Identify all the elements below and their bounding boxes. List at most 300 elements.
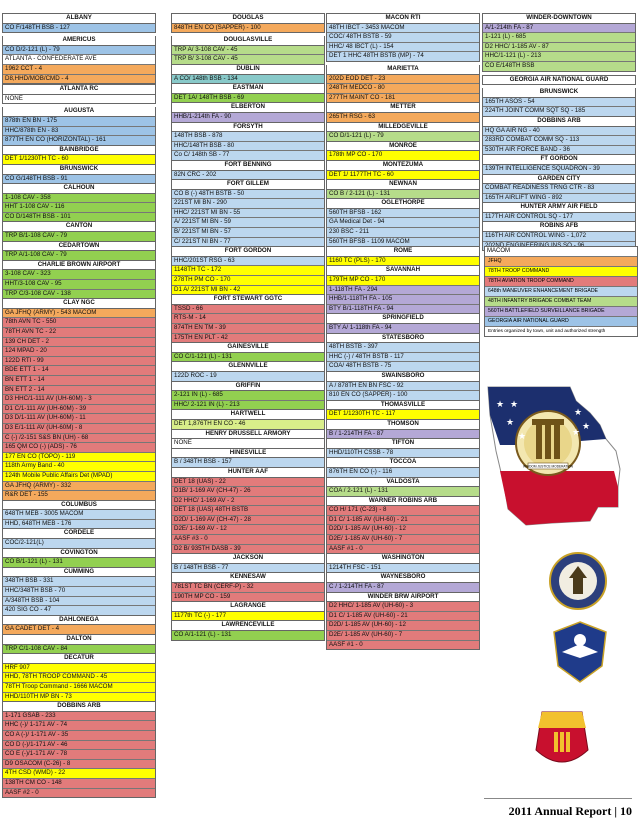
station-name: CLAY NGC <box>3 299 155 309</box>
unit-row: 202D EOD DET - 23 <box>327 75 479 85</box>
station-block <box>2 702 156 798</box>
station-name: SAVANNAH <box>327 266 479 276</box>
station-block <box>326 199 480 247</box>
station-name: DOUGLASVILLE <box>172 36 324 46</box>
station-name: GLENNVILLE <box>172 362 324 372</box>
station-block <box>2 184 156 222</box>
station-block <box>482 117 636 155</box>
station-block <box>2 299 156 500</box>
station-name: COVINGTON <box>3 549 155 559</box>
legend-item: 78TH TROOP COMMAND <box>485 266 637 276</box>
unit-row: 1214TH FSC - 151 <box>327 564 479 573</box>
unit-row: 118th Army Band - 40 <box>3 462 155 472</box>
unit-row: HRF 907 <box>3 664 155 674</box>
station-name: KENNESAW <box>172 573 324 583</box>
unit-row: D8,HHD/MOB/CMD - 4 <box>3 75 155 84</box>
unit-row: COC/ 48TH BSTB - 59 <box>327 33 479 43</box>
unit-row: TRP A/ 3-108 CAV - 45 <box>172 46 324 56</box>
station-block <box>171 295 325 343</box>
station-name: EASTMAN <box>172 84 324 94</box>
station-block <box>171 621 325 640</box>
station-name: WINDER-DOWNTOWN <box>483 14 635 24</box>
station-block <box>2 654 156 702</box>
station-block <box>2 36 156 84</box>
unit-row: 283RD COMBAT COMM SQ - 113 <box>483 136 635 146</box>
unit-row: DET 1 HHC 48TH BSTB (MP) - 74 <box>327 52 479 61</box>
station-block <box>482 175 636 204</box>
station-block <box>2 549 156 568</box>
station-block <box>2 261 156 299</box>
station-name: DOBBINS ARB <box>483 117 635 127</box>
station-name: HUNTER AAF <box>172 468 324 478</box>
station-name: HINESVILLE <box>172 449 324 459</box>
unit-row: HHC/148TH BSB - 80 <box>172 142 324 152</box>
station-name: ALBANY <box>3 14 155 24</box>
unit-row: DET 1A/ 148TH BSB - 69 <box>172 94 324 103</box>
station-block <box>326 554 480 573</box>
unit-row: 122D RTI - 99 <box>3 357 155 367</box>
unit-row: D1 C/ 1-185 AV (UH-60) - 21 <box>327 612 479 622</box>
unit-row: 781ST TC BN (CERF-P) - 32 <box>172 583 324 593</box>
unit-row: HHB/1-214th FA - 90 <box>172 113 324 122</box>
unit-row: CO H/ 171 (C-23) - 8 <box>327 506 479 516</box>
unit-row: HHC/1-121 (L) - 213 <box>483 52 635 62</box>
station-name: DECATUR <box>3 654 155 664</box>
station-name: CEDARTOWN <box>3 242 155 252</box>
unit-row: DET 1/1230TH TC - 117 <box>327 410 479 419</box>
station-name: LAGRANGE <box>172 602 324 612</box>
unit-row: 165TH ASOS - 54 <box>483 98 635 108</box>
unit-row: TRP C/1-108 CAV - 84 <box>3 645 155 654</box>
station-name: FORT STEWART GGTC <box>172 295 324 305</box>
station-name: VALDOSTA <box>327 478 479 488</box>
legend-item: 78TH AVIATION TROOP COMMAND <box>485 276 637 286</box>
station-block <box>171 247 325 295</box>
unit-row: AASF #3 - 0 <box>172 535 324 545</box>
unit-row: 221ST MI BN - 290 <box>172 199 324 209</box>
station-name: OGLETHORPE <box>327 199 479 209</box>
station-name: FT GORDON <box>483 155 635 165</box>
unit-row: HHC/ 48 IBCT (L) - 154 <box>327 43 479 53</box>
station-name: CUMMING <box>3 568 155 578</box>
unit-row: HHC/348TH BSB - 70 <box>3 587 155 597</box>
unit-row: R&R DET - 155 <box>3 491 155 500</box>
unit-row: D2 HHC/ 1-185 AV - 87 <box>483 43 635 53</box>
unit-row: NONE <box>172 439 324 448</box>
svg-text:★: ★ <box>510 399 519 409</box>
unit-row: DET 18 (UAS) - 22 <box>172 478 324 488</box>
station-name: WINDER BRW AIRPORT <box>327 593 479 603</box>
unit-row: 1148TH TC - 172 <box>172 266 324 276</box>
svg-text:★: ★ <box>574 407 583 417</box>
station-block <box>482 75 636 86</box>
unit-row: 265TH RSG - 63 <box>327 113 479 122</box>
unit-row: D2D/ 1-185 AV (UH-60) - 12 <box>327 621 479 631</box>
station-name: CANTON <box>3 222 155 232</box>
unit-row: HHD/110TH CSSB - 78 <box>327 449 479 458</box>
station-name: DAHLONEGA <box>3 616 155 626</box>
unit-row: GA Medical Det - 94 <box>327 218 479 228</box>
unit-row: 124 MPAD - 20 <box>3 347 155 357</box>
unit-row: 810 EN CO (SAPPER) - 100 <box>327 391 479 400</box>
unit-row: CO D/148TH BSB - 101 <box>3 213 155 222</box>
unit-row: BDE ETT 1 - 14 <box>3 366 155 376</box>
station-block <box>171 180 325 247</box>
unit-row: 874TH EN TM - 39 <box>172 324 324 334</box>
station-block <box>326 142 480 161</box>
unit-row: 148TH BSB - 878 <box>172 132 324 142</box>
unit-row: ATLANTA - CONFEDERATE AVE <box>3 55 155 65</box>
station-name: DALTON <box>3 635 155 645</box>
unit-row: 165 QM CO (-) (ADS) - 76 <box>3 443 155 453</box>
unit-row: D2E/ 1-185 AV (UH-60) - 7 <box>327 535 479 545</box>
station-name: MONROE <box>327 142 479 152</box>
station-name: FORSYTH <box>172 123 324 133</box>
unit-row: CO A/1-121 (L) - 131 <box>172 631 324 640</box>
unit-row: CO B (-) 48TH BSTB - 50 <box>172 190 324 200</box>
station-name: DOBBINS ARB <box>3 702 155 712</box>
unit-row: TRP B/ 3-108 CAV - 45 <box>172 55 324 64</box>
unit-row: HHC/ 221ST MI BN - 55 <box>172 209 324 219</box>
unit-row: HHC/201ST RSG - 63 <box>172 257 324 267</box>
unit-row: D3 HHC/1-111 AV (UH-60M) - 3 <box>3 395 155 405</box>
station-block <box>326 123 480 142</box>
unit-row: 560TH BFSB - 1109 MACOM <box>327 238 479 247</box>
unit-row: 1160 TC (PLS) - 170 <box>327 257 479 266</box>
station-block <box>326 13 480 62</box>
unit-row: COA/ 48TH BSTB - 75 <box>327 362 479 371</box>
station-block <box>326 458 480 477</box>
unit-row: A/348TH BSB - 104 <box>3 597 155 607</box>
station-name: THOMASVILLE <box>327 401 479 411</box>
station-name: FORT BENNING <box>172 161 324 171</box>
unit-row: BN ETT 2 - 14 <box>3 386 155 396</box>
station-block <box>2 84 156 104</box>
air-national-guard-logo <box>548 618 612 686</box>
unit-row: CO D/2-121 (L) - 79 <box>3 46 155 56</box>
unit-row: 48TH IBCT - 3453 MACOM <box>327 24 479 34</box>
unit-row: CO E (-)/1-171 AV - 78 <box>3 750 155 760</box>
station-block <box>171 84 325 103</box>
unit-row: 117TH AIR CONTROL SQ - 177 <box>483 213 635 222</box>
unit-row: A/ 221ST MI BN - 59 <box>172 218 324 228</box>
station-block <box>326 266 480 314</box>
svg-text:★: ★ <box>506 417 515 427</box>
station-name: HARTWELL <box>172 410 324 420</box>
unit-row: HHD, 648TH MEB - 176 <box>3 520 155 529</box>
station-block <box>171 123 325 161</box>
station-block <box>171 602 325 621</box>
station-column-2 <box>171 13 325 641</box>
station-block <box>171 36 325 65</box>
station-block <box>171 65 325 84</box>
unit-row: AASF #1 - 0 <box>327 545 479 554</box>
station-block <box>171 449 325 468</box>
unit-row: CO C/1-121 (L) - 131 <box>172 353 324 362</box>
station-block <box>2 165 156 184</box>
station-block <box>2 635 156 654</box>
station-name: METTER <box>327 103 479 113</box>
unit-row: 138TH CM CO - 148 <box>3 779 155 789</box>
unit-row: 560TH BFSB - 162 <box>327 209 479 219</box>
unit-row: D2D/ 1-185 AV (UH-60) - 12 <box>327 525 479 535</box>
unit-row: D2 B/ 935TH DASB - 39 <box>172 545 324 554</box>
svg-text:★: ★ <box>572 427 581 437</box>
unit-row: CO B / 2-121 (L) - 131 <box>327 190 479 199</box>
unit-row: 648TH MEB - 3005 MACOM <box>3 510 155 520</box>
unit-row: D2 HHC/ 1-169 AV - 2 <box>172 497 324 507</box>
unit-row: 224TH JOINT COMM SQT SQ - 185 <box>483 107 635 116</box>
unit-row: 82N CRC - 202 <box>172 171 324 180</box>
unit-row: 1-118TH FA - 294 <box>327 286 479 296</box>
station-name: BRUNSWICK <box>3 165 155 175</box>
unit-row: DET 1/ 1177TH TC - 60 <box>327 171 479 180</box>
unit-row: COA / 2-121 (L) - 131 <box>327 487 479 496</box>
unit-row: 177 EN CO (TOPO) - 119 <box>3 453 155 463</box>
unit-row: DET 1,876TH EN CO - 46 <box>172 420 324 429</box>
station-block <box>326 401 480 420</box>
station-block <box>482 203 636 222</box>
unit-row: 175TH EN PLT - 42 <box>172 334 324 343</box>
unit-row: RTS-M - 14 <box>172 314 324 324</box>
station-name: GRIFFIN <box>172 382 324 392</box>
unit-row: 248TH MEDCO - 80 <box>327 84 479 94</box>
station-block <box>171 161 325 180</box>
station-name: AMERICUS <box>3 36 155 46</box>
station-name: ELBERTON <box>172 103 324 113</box>
unit-row: TSSD - 66 <box>172 305 324 315</box>
unit-row: 165TH AIRLIFT WING - 892 <box>483 194 635 203</box>
unit-row: 48TH BSTB - 397 <box>327 343 479 353</box>
station-block <box>2 222 156 241</box>
macom-legend <box>484 246 638 337</box>
station-name: DOUGLAS <box>172 14 324 24</box>
station-block <box>2 529 156 548</box>
svg-text:★: ★ <box>496 399 505 409</box>
station-block <box>171 362 325 381</box>
unit-row: AASF #2 - 0 <box>3 789 155 798</box>
station-block <box>2 146 156 165</box>
station-block <box>326 439 480 458</box>
unit-row: 190TH MP CO - 159 <box>172 593 324 602</box>
station-block <box>2 501 156 530</box>
station-block <box>171 382 325 411</box>
station-name: NEWNAN <box>327 180 479 190</box>
unit-row: AASF #1 - 0 <box>327 641 479 650</box>
station-name: TIFTON <box>327 439 479 449</box>
station-name: FORT GORDON <box>172 247 324 257</box>
station-block <box>482 155 636 174</box>
unit-row: 230 BSC - 211 <box>327 228 479 238</box>
station-name: CHARLIE BROWN AIRPORT <box>3 261 155 271</box>
station-block <box>482 88 636 117</box>
legend-item: 560TH BATTLEFIELD SURVEILLANCE BRIGADE <box>485 306 637 316</box>
unit-row: 530TH AIR FORCE BAND - 36 <box>483 146 635 155</box>
station-name: MACON RTI <box>327 14 479 24</box>
unit-row: 122D ROC - 19 <box>172 372 324 381</box>
station-name: HENRY DRUSSELL ARMORY <box>172 430 324 440</box>
station-name: THOMSON <box>327 420 479 430</box>
station-column-4 <box>482 13 636 251</box>
station-name: DUBLIN <box>172 65 324 75</box>
station-block <box>326 593 480 651</box>
unit-row: HQ GA AIR NG - 40 <box>483 127 635 137</box>
station-name: ROBINS AFB <box>483 222 635 232</box>
unit-row: D2E/ 1-185 AV (UH-60) - 7 <box>327 631 479 641</box>
unit-row: HHC/ 2-121 IN (L) - 213 <box>172 401 324 410</box>
unit-row: COC/2-121(L) <box>3 539 155 548</box>
svg-text:★: ★ <box>518 431 527 441</box>
unit-row: 348TH BSB - 331 <box>3 577 155 587</box>
station-block <box>2 242 156 261</box>
unit-row: TRP A/1-108 CAV - 79 <box>3 251 155 260</box>
unit-row: 277TH MAINT CO - 181 <box>327 94 479 103</box>
station-block <box>171 554 325 573</box>
unit-row: 124th Mobile Public Affairs Det (MPAD) <box>3 472 155 482</box>
unit-row: A CO/ 148th BSB - 134 <box>172 75 324 84</box>
station-block <box>2 107 156 145</box>
georgia-map-seal-graphic <box>478 385 628 535</box>
unit-row: HHD, 78TH TROOP COMMAND - 45 <box>3 673 155 683</box>
unit-row: CO G/148TH BSB - 91 <box>3 175 155 184</box>
unit-row: HHC (-)/ 1-171 AV - 74 <box>3 721 155 731</box>
unit-row: D2D/ 1-169 AV (CH-47) - 28 <box>172 516 324 526</box>
station-name: MILLEDGEVILLE <box>327 123 479 133</box>
svg-text:★: ★ <box>582 421 591 431</box>
unit-row: B/ 221ST MI BN - 57 <box>172 228 324 238</box>
unit-row: TRP C/3-108 CAV - 138 <box>3 290 155 299</box>
station-block <box>171 573 325 602</box>
station-name: WARNER ROBINS ARB <box>327 497 479 507</box>
unit-row: 116TH AIR CONTROL WING - 1,072 <box>483 232 635 242</box>
unit-row: BTY A/ 1-118th FA - 94 <box>327 324 479 333</box>
unit-row: D1 A/ 221ST MI BN - 42 <box>172 286 324 295</box>
unit-row: HHC/878th EN - 83 <box>3 127 155 137</box>
station-block <box>171 13 325 33</box>
unit-row: HHB/1-118TH FA - 105 <box>327 295 479 305</box>
unit-row: CO A (-)/ 1-171 AV - 35 <box>3 731 155 741</box>
unit-row: 2-121 IN (L) - 685 <box>172 391 324 401</box>
station-block <box>171 468 325 554</box>
station-block <box>171 103 325 122</box>
unit-row: D2E/ 1-169 AV - 12 <box>172 525 324 535</box>
station-block <box>326 372 480 401</box>
unit-row: GA JFHQ (ARMY) - 543 MACOM <box>3 309 155 319</box>
unit-row: TRP B/1-108 CAV - 79 <box>3 232 155 241</box>
station-name: SWAINSBORO <box>327 372 479 382</box>
unit-row: 878th EN BN - 175 <box>3 117 155 127</box>
unit-row: CO F/148TH BSB - 127 <box>3 24 155 33</box>
unit-row: D1B/ 1-169 AV (CH-47) - 26 <box>172 487 324 497</box>
station-block <box>482 13 636 72</box>
station-name: CORDELE <box>3 529 155 539</box>
station-block <box>326 497 480 555</box>
station-block <box>326 247 480 266</box>
unit-row: 4TH CSD (WMD) - 22 <box>3 769 155 779</box>
unit-row: 1-121 (L) - 685 <box>483 33 635 43</box>
station-block <box>2 616 156 635</box>
unit-row: NONE <box>3 95 155 104</box>
station-block <box>326 65 480 103</box>
station-name: FORT GILLEM <box>172 180 324 190</box>
station-block <box>171 430 325 449</box>
station-block <box>326 334 480 372</box>
station-name: GEORGIA AIR NATIONAL GUARD <box>483 76 635 85</box>
unit-row: 1-171 GSAB - 233 <box>3 712 155 722</box>
station-column-3 <box>326 13 480 650</box>
station-name: JACKSON <box>172 554 324 564</box>
unit-row: 179TH MP CO - 170 <box>327 276 479 286</box>
unit-row: BTY B/1-118TH FA - 94 <box>327 305 479 314</box>
station-name: ROME <box>327 247 479 257</box>
unit-row: 848TH EN CO (SAPPER) - 100 <box>172 24 324 33</box>
unit-row: D2 HHC/ 1-185 AV (UH-60) - 3 <box>327 602 479 612</box>
station-name: STATESBORO <box>327 334 479 344</box>
unit-row: GA CADET DET - 4 <box>3 625 155 634</box>
station-column-1 <box>2 13 156 798</box>
station-name: GARDEN CITY <box>483 175 635 185</box>
station-block <box>326 103 480 122</box>
unit-row: CO B/1-121 (L) - 131 <box>3 558 155 567</box>
unit-row: D3 D/1-111 AV (UH-60M) - 11 <box>3 414 155 424</box>
station-name: WAYNESBORO <box>327 573 479 583</box>
legend-item: 48TH INFANTRY BRIGADE COMBAT TEAM <box>485 296 637 306</box>
station-name: MARIETTA <box>327 65 479 75</box>
station-name: CALHOUN <box>3 184 155 194</box>
unit-row: 1-108 CAV - 358 <box>3 194 155 204</box>
unit-row: HHT/3-108 CAV - 95 <box>3 280 155 290</box>
unit-row: A / 878TH EN BN FSC - 92 <box>327 382 479 392</box>
legend-item: GEORGIA AIR NATIONAL GUARD <box>485 316 637 326</box>
unit-row: BN ETT 1 - 14 <box>3 376 155 386</box>
seal-motto: WISDOM JUSTICE MODERATION <box>523 464 573 469</box>
unit-row: GA JFHQ (ARMY) - 332 <box>3 482 155 492</box>
station-block <box>326 161 480 180</box>
unit-row: 78TH Troop Command - 1666 MACOM <box>3 683 155 693</box>
station-name: ATLANTA RC <box>3 85 155 95</box>
unit-row: B / 348TH BSB - 157 <box>172 458 324 467</box>
unit-row: A/1-214th FA - 87 <box>483 24 635 34</box>
station-name: GAINESVILLE <box>172 343 324 353</box>
unit-row: DET 1/1230TH TC - 60 <box>3 155 155 164</box>
station-block <box>171 343 325 362</box>
unit-row: HHT 1-108 CAV - 116 <box>3 203 155 213</box>
unit-row: 139 CH DET - 2 <box>3 338 155 348</box>
unit-row: D3 E/1-111 AV (UH-60M) - 8 <box>3 424 155 434</box>
station-block <box>326 573 480 592</box>
unit-row: 877TH EN CO (HORIZONTAL) - 161 <box>3 136 155 145</box>
station-block <box>2 13 156 33</box>
station-block <box>171 410 325 429</box>
unit-row: C/ 221ST NI BN - 77 <box>172 238 324 247</box>
unit-row: D1 C/ 1-185 AV (UH-60) - 21 <box>327 516 479 526</box>
station-name: SPRINGFIELD <box>327 314 479 324</box>
unit-row: C / 1-214TH FA - 87 <box>327 583 479 592</box>
unit-row: C (-) /2-151 S&S BN (UH) - 68 <box>3 434 155 444</box>
army-national-guard-logo <box>543 550 613 612</box>
unit-row: DET 18 (UAS) 48TH BSTB <box>172 506 324 516</box>
legend-item: JFHQ <box>485 256 637 266</box>
unit-row: 1177th TC (-) - 177 <box>172 612 324 621</box>
unit-row: 78th AVN TC - 550 <box>3 318 155 328</box>
station-name: HUNTER ARMY AIR FIELD <box>483 203 635 213</box>
unit-row: HHC (-) / 48TH BSTB - 117 <box>327 353 479 363</box>
unit-row: Co C/ 148th SB - 77 <box>172 151 324 160</box>
legend-note: Entries organized by town, unit and authorized strength <box>485 326 637 336</box>
unit-row: COMBAT READINESS TRNG CTR - 83 <box>483 184 635 194</box>
unit-row: CO D/1-121 (L) - 79 <box>327 132 479 141</box>
station-block <box>326 478 480 497</box>
